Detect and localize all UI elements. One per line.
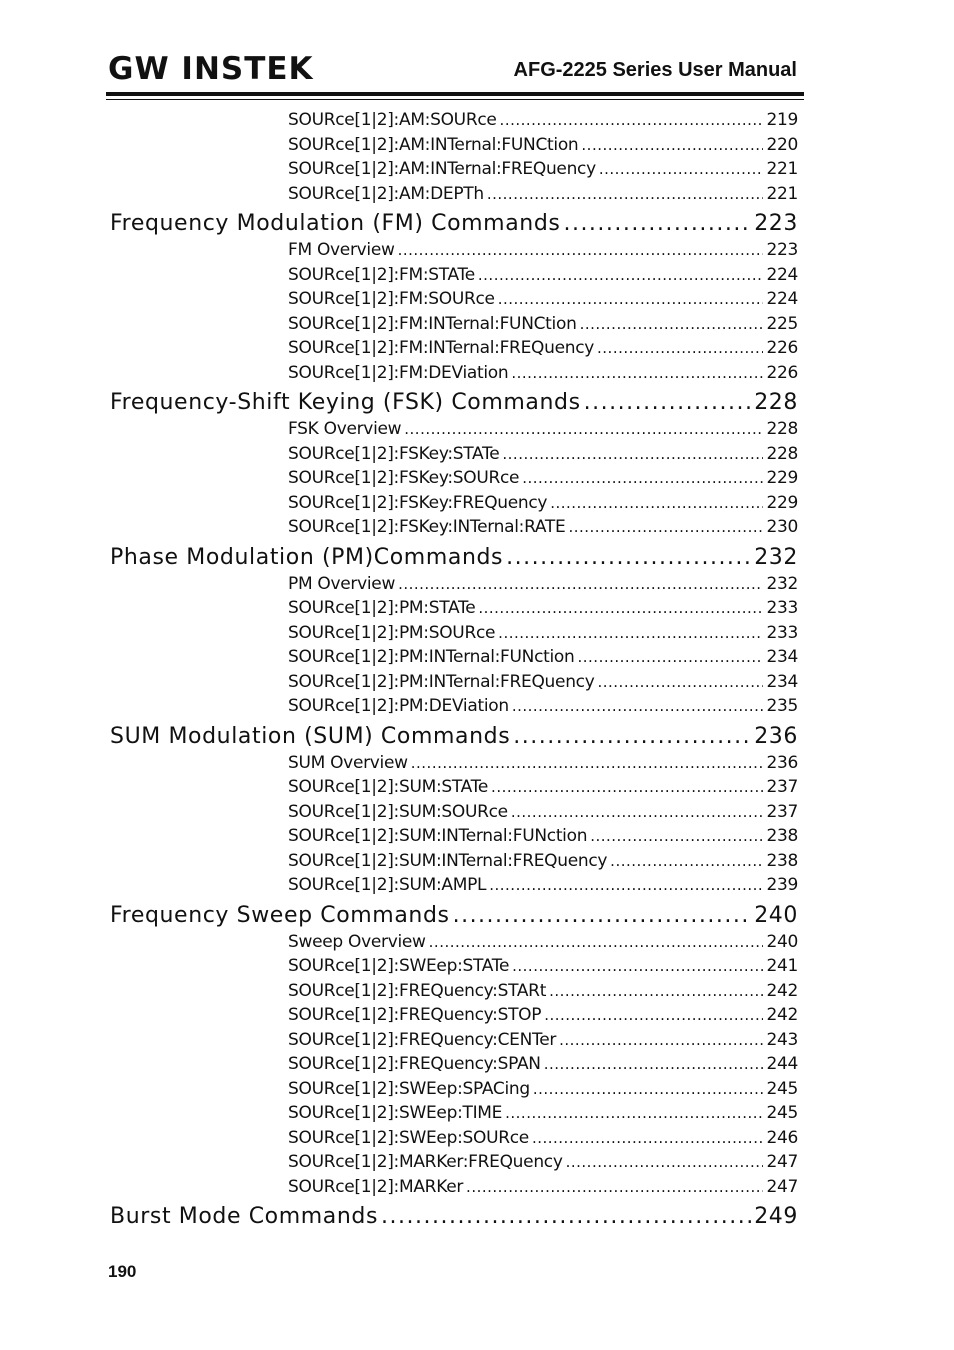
toc-section-entry [110, 211, 798, 236]
toc-entry [288, 265, 798, 285]
toc-dot-leader [566, 1153, 764, 1171]
toc-entry [288, 598, 798, 618]
page-number: 190 [108, 1262, 137, 1281]
toc-entry-title: SOURce[1|2]:SWEep:TIME [288, 1103, 503, 1123]
toc-entry-page: 242 [766, 1005, 798, 1025]
toc-entry-title: Burst Mode Commands [110, 1204, 379, 1229]
toc-entry-title: FSK Overview [288, 419, 402, 439]
toc-entry [288, 956, 798, 976]
toc-entry [288, 932, 798, 952]
toc-entry-page: 234 [766, 672, 798, 692]
toc-dot-leader [429, 933, 764, 951]
toc-entry-title: SOURce[1|2]:FM:INTernal:FUNCtion [288, 314, 577, 334]
toc-entry-page: 244 [766, 1054, 798, 1074]
toc-dot-leader [478, 266, 764, 284]
toc-entry [288, 184, 798, 204]
toc-entry-page: 235 [766, 696, 798, 716]
toc-entry [288, 338, 798, 358]
toc-entry-page: 230 [766, 517, 798, 537]
toc-dot-leader [522, 469, 763, 487]
toc-entry-page: 249 [754, 1204, 798, 1229]
toc-entry [288, 419, 798, 439]
toc-entry-title: SOURce[1|2]:SUM:AMPL [288, 875, 487, 895]
toc-section-entry [110, 545, 798, 570]
toc-dot-leader [580, 315, 764, 333]
toc-entry-title: Sweep Overview [288, 932, 426, 952]
toc-entry [288, 493, 798, 513]
toc-entry-page: 234 [766, 647, 798, 667]
toc-entry-title: SOURce[1|2]:FREQuency:STARt [288, 981, 547, 1001]
toc-entry-title: SOURce[1|2]:FSKey:INTernal:RATE [288, 517, 566, 537]
toc-dot-leader [511, 803, 764, 821]
toc-entry-page: 243 [766, 1030, 798, 1050]
toc-dot-leader [502, 445, 763, 463]
toc-entry-title: SOURce[1|2]:AM:SOURce [288, 110, 497, 130]
toc-entry-title: SOURce[1|2]:SUM:SOURce [288, 802, 508, 822]
toc-entry-title: SOURce[1|2]:PM:STATe [288, 598, 476, 618]
toc-entry-title: SOURce[1|2]:MARKer [288, 1177, 464, 1197]
toc-entry-page: 221 [766, 184, 798, 204]
toc-entry-page: 237 [766, 777, 798, 797]
toc-dot-leader [511, 364, 763, 382]
toc-entry-page: 226 [766, 363, 798, 383]
toc-entry-title: SOURce[1|2]:FM:DEViation [288, 363, 509, 383]
toc-entry-title: SOURce[1|2]:PM:SOURce [288, 623, 496, 643]
toc-entry-title: SOURce[1|2]:FSKey:SOURce [288, 468, 520, 488]
toc-dot-leader [500, 111, 764, 129]
toc-entry [288, 574, 798, 594]
toc-dot-leader [597, 673, 763, 691]
toc-entry [288, 1030, 798, 1050]
toc-entry-title: SOURce[1|2]:FREQuency:SPAN [288, 1054, 541, 1074]
toc-entry-page: 239 [766, 875, 798, 895]
toc-entry-page: 242 [766, 981, 798, 1001]
toc-entry-title: SUM Overview [288, 753, 408, 773]
toc-entry-page: 238 [766, 851, 798, 871]
toc-entry-page: 223 [766, 240, 798, 260]
header-rule-thick [106, 92, 804, 96]
toc-dot-leader [466, 1178, 763, 1196]
toc-entry-page: 237 [766, 802, 798, 822]
toc-entry-title: SOURce[1|2]:FM:STATe [288, 265, 475, 285]
toc-entry [288, 289, 798, 309]
toc-entry-page: 226 [766, 338, 798, 358]
toc-dot-leader [578, 648, 764, 666]
toc-entry-page: 247 [766, 1152, 798, 1172]
toc-entry-title: SOURce[1|2]:PM:DEViation [288, 696, 509, 716]
toc-entry [288, 1128, 798, 1148]
toc-dot-leader [513, 724, 751, 749]
toc-entry-page: 233 [766, 598, 798, 618]
toc-dot-leader [610, 852, 763, 870]
toc-entry [288, 314, 798, 334]
toc-entry [288, 517, 798, 537]
toc-entry-page: 245 [766, 1103, 798, 1123]
toc-entry-page: 236 [754, 724, 798, 749]
toc-entry-title: SOURce[1|2]:AM:INTernal:FUNCtion [288, 135, 579, 155]
toc-entry-page: 225 [766, 314, 798, 334]
toc-dot-leader [453, 903, 752, 928]
toc-entry [288, 240, 798, 260]
toc-entry [288, 110, 798, 130]
toc-entry-page: 228 [754, 390, 798, 415]
toc-dot-leader [590, 827, 763, 845]
toc-entry-page: 229 [766, 468, 798, 488]
toc-entry-page: 229 [766, 493, 798, 513]
toc-entry-page: 238 [766, 826, 798, 846]
toc-entry-title: SOURce[1|2]:FSKey:STATe [288, 444, 500, 464]
toc-entry-title: SOURce[1|2]:SWEep:SPACing [288, 1079, 530, 1099]
toc-dot-leader [491, 778, 763, 796]
toc-entry-page: 221 [766, 159, 798, 179]
toc-dot-leader [398, 575, 763, 593]
toc-entry [288, 851, 798, 871]
toc-dot-leader [533, 1080, 764, 1098]
toc-dot-leader [549, 982, 763, 1000]
toc-dot-leader [568, 518, 763, 536]
toc-entry [288, 1005, 798, 1025]
toc-entry-title: SUM Modulation (SUM) Commands [110, 724, 511, 749]
toc-entry-title: SOURce[1|2]:AM:INTernal:FREQuency [288, 159, 596, 179]
toc-dot-leader [489, 876, 763, 894]
toc-entry-title: SOURce[1|2]:SUM:STATe [288, 777, 489, 797]
toc-entry-page: 223 [754, 211, 798, 236]
toc-dot-leader [411, 754, 764, 772]
toc-entry-page: 245 [766, 1079, 798, 1099]
toc-entry [288, 1177, 798, 1197]
toc-dot-leader [498, 290, 764, 308]
toc-entry-title: FM Overview [288, 240, 395, 260]
toc-entry [288, 875, 798, 895]
toc-dot-leader [506, 545, 751, 570]
toc-dot-leader [581, 136, 763, 154]
toc-dot-leader [404, 420, 763, 438]
toc-entry-page: 220 [766, 135, 798, 155]
toc-entry [288, 1054, 798, 1074]
toc-dot-leader [478, 599, 763, 617]
toc-entry-title: SOURce[1|2]:PM:INTernal:FUNction [288, 647, 575, 667]
toc-entry [288, 623, 798, 643]
toc-entry [288, 696, 798, 716]
toc-entry-page: 246 [766, 1128, 798, 1148]
toc-dot-leader [498, 624, 763, 642]
toc-entry-page: 224 [766, 289, 798, 309]
toc-entry-title: Phase Modulation (PM)Commands [110, 545, 504, 570]
toc-section-entry [110, 390, 798, 415]
toc-entry [288, 444, 798, 464]
toc-entry-title: SOURce[1|2]:SUM:INTernal:FUNction [288, 826, 588, 846]
toc-entry-title: Frequency Modulation (FM) Commands [110, 211, 561, 236]
toc-entry-page: 240 [766, 932, 798, 952]
toc-entry-title: SOURce[1|2]:FREQuency:STOP [288, 1005, 542, 1025]
toc-section-entry [110, 1204, 798, 1229]
toc-entry [288, 777, 798, 797]
toc-entry [288, 135, 798, 155]
toc-dot-leader [597, 339, 763, 357]
toc-entry-title: Frequency Sweep Commands [110, 903, 450, 928]
toc-dot-leader [544, 1055, 764, 1073]
toc-entry-page: 236 [766, 753, 798, 773]
toc-section-entry [110, 903, 798, 928]
toc-entry-title: SOURce[1|2]:FREQuency:CENTer [288, 1030, 557, 1050]
toc-section-entry [110, 724, 798, 749]
toc-dot-leader [512, 697, 764, 715]
toc-dot-leader [398, 241, 764, 259]
toc-entry-title: SOURce[1|2]:FM:SOURce [288, 289, 495, 309]
toc-entry-title: SOURce[1|2]:MARKer:FREQuency [288, 1152, 563, 1172]
toc-dot-leader [550, 494, 763, 512]
toc-entry [288, 468, 798, 488]
toc-dot-leader [532, 1129, 764, 1147]
toc-entry [288, 159, 798, 179]
toc-entry [288, 1152, 798, 1172]
toc-dot-leader [505, 1104, 763, 1122]
toc-entry-title: SOURce[1|2]:SWEep:STATe [288, 956, 510, 976]
toc-entry-page: 247 [766, 1177, 798, 1197]
toc-entry-page: 228 [766, 419, 798, 439]
toc-entry [288, 363, 798, 383]
toc-dot-leader [487, 185, 764, 203]
toc-entry [288, 826, 798, 846]
toc-entry-page: 224 [766, 265, 798, 285]
toc-entry-page: 241 [766, 956, 798, 976]
brand-logo: GW INSTEK [108, 51, 314, 87]
toc-entry-title: SOURce[1|2]:SWEep:SOURce [288, 1128, 529, 1148]
toc-dot-leader [563, 211, 751, 236]
toc-entry-page: 232 [754, 545, 798, 570]
toc-entry [288, 672, 798, 692]
toc-dot-leader [559, 1031, 763, 1049]
toc-entry-title: SOURce[1|2]:SUM:INTernal:FREQuency [288, 851, 608, 871]
toc-entry-page: 219 [766, 110, 798, 130]
toc-entry-page: 228 [766, 444, 798, 464]
toc-entry-title: SOURce[1|2]:FSKey:FREQuency [288, 493, 548, 513]
toc-entry [288, 753, 798, 773]
toc-dot-leader [584, 390, 752, 415]
toc-entry-page: 233 [766, 623, 798, 643]
toc-dot-leader [544, 1006, 763, 1024]
toc-entry [288, 1103, 798, 1123]
toc-entry [288, 1079, 798, 1099]
toc-entry [288, 981, 798, 1001]
toc-dot-leader [599, 160, 764, 178]
toc-entry-title: Frequency-Shift Keying (FSK) Commands [110, 390, 581, 415]
toc-entry-title: SOURce[1|2]:PM:INTernal:FREQuency [288, 672, 595, 692]
toc-dot-leader [512, 957, 763, 975]
toc-entry [288, 802, 798, 822]
manual-title: AFG-2225 Series User Manual [513, 59, 797, 81]
toc-entry-title: PM Overview [288, 574, 396, 594]
header-rule-thin [106, 99, 804, 100]
toc-entry-page: 240 [754, 903, 798, 928]
toc-entry [288, 647, 798, 667]
toc-entry-title: SOURce[1|2]:AM:DEPTh [288, 184, 484, 204]
toc-dot-leader [381, 1204, 751, 1229]
toc-entry-title: SOURce[1|2]:FM:INTernal:FREQuency [288, 338, 595, 358]
toc-entry-page: 232 [766, 574, 798, 594]
